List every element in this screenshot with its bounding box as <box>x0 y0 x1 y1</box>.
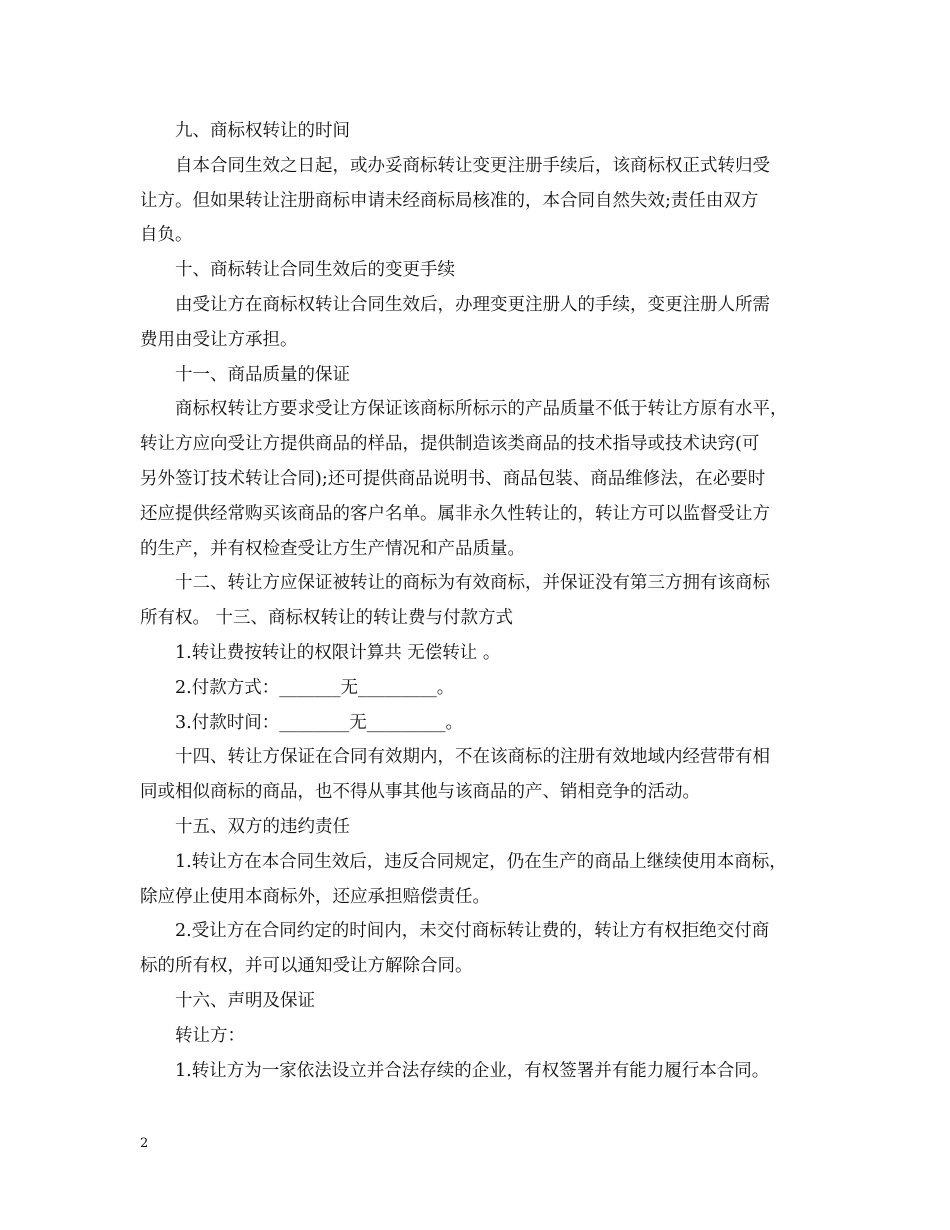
text-line: 十二、转让方应保证被转让的商标为有效商标，并保证没有第三方拥有该商标 <box>175 573 770 594</box>
text-line: 自负。 <box>140 225 193 246</box>
page-number: 2 <box>140 1136 149 1151</box>
text-line: 九、商标权转让的时间 <box>175 121 350 141</box>
text-line: 的生产，并有权检查受让方生产情况和产品质量。 <box>140 538 525 559</box>
text-line: 3.付款时间：________无_________。 <box>175 712 463 733</box>
text-line: 转让方应向受让方提供商品的样品，提供制造该类商品的技术指导或技术诀窍(可 <box>140 434 760 455</box>
text-line: 让方。但如果转让注册商标申请未经商标局核准的，本合同自然失效;责任由双方 <box>140 190 759 211</box>
text-line: 转让方： <box>175 1025 245 1046</box>
text-line: 1.转让方为一家依法设立并合法存续的企业，有权签署并有能力履行本合同。 <box>175 1060 770 1081</box>
text-line: 另外签订技术转让合同);还可提供商品说明书、商品包装、商品维修法，在必要时 <box>140 468 766 489</box>
text-line: 十四、转让方保证在合同有效期内，不在该商标的注册有效地域内经营带有相 <box>175 747 770 768</box>
text-line: 除应停止使用本商标外，还应承担赔偿责任。 <box>140 886 490 907</box>
text-line: 自本合同生效之日起，或办妥商标转让变更注册手续后，该商标权正式转归受 <box>175 155 770 176</box>
text-line: 十、商标转让合同生效后的变更手续 <box>175 260 455 281</box>
text-line: 商标权转让方要求受让方保证该商标所标示的产品质量不低于转让方原有水平， <box>175 399 788 420</box>
text-line: 十五、双方的违约责任 <box>175 816 350 837</box>
text-line: 十一、商品质量的保证 <box>175 364 350 385</box>
text-line: 1.转让方在本合同生效后，违反合同规定，仍在生产的商品上继续使用本商标， <box>175 851 787 872</box>
text-line: 由受让方在商标权转让合同生效后，办理变更注册人的手续，变更注册人所需 <box>175 294 770 315</box>
text-line: 标的所有权，并可以通知受让方解除合同。 <box>140 956 473 977</box>
text-line: 1.转让费按转让的权限计算共 无偿转让 。 <box>175 642 501 663</box>
text-line: 十六、声明及保证 <box>175 990 315 1011</box>
text-line: 所有权。 十三、商标权转让的转让费与付款方式 <box>140 608 514 629</box>
text-line: 2.受让方在合同约定的时间内，未交付商标转让费的，转让方有权拒绝交付商 <box>175 921 770 942</box>
text-line: 还应提供经常购买该商品的客户名单。属非永久性转让的，转让方可以监督受让方 <box>140 503 770 524</box>
text-line: 2.付款方式：_______无_________。 <box>175 677 455 698</box>
document-body <box>140 114 820 1088</box>
text-line: 同或相似商标的商品，也不得从事其他与该商品的产、销相竞争的活动。 <box>140 782 700 803</box>
text-line: 费用由受让方承担。 <box>140 329 298 350</box>
